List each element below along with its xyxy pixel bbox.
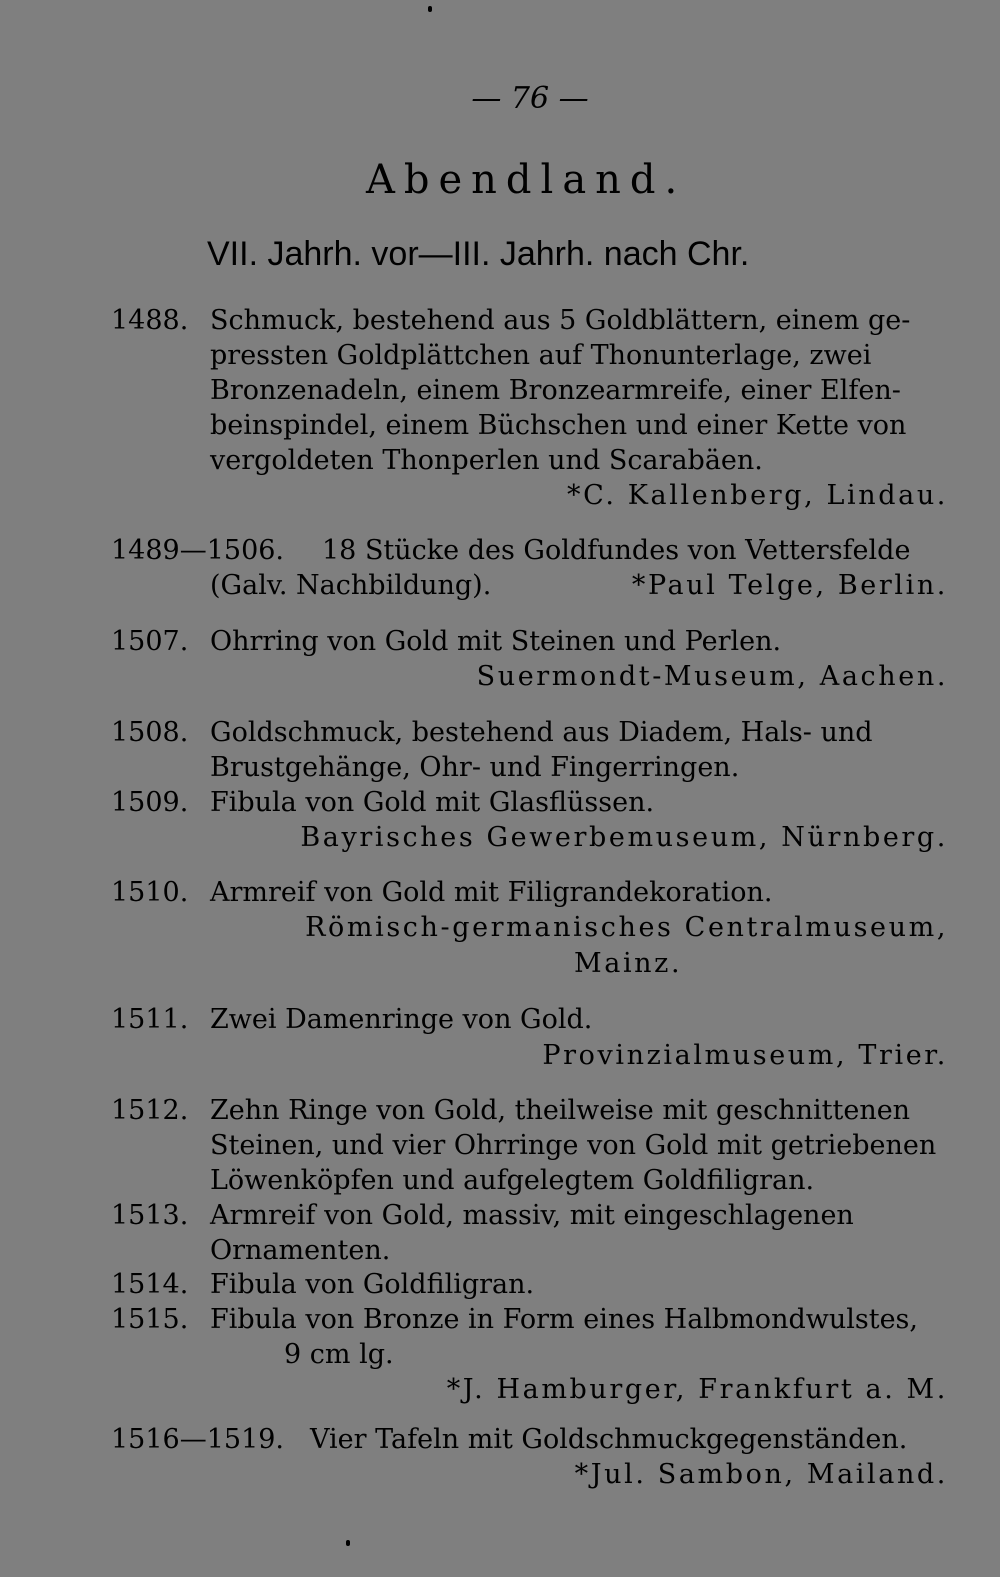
entry-number: 1514. xyxy=(111,1269,189,1300)
entry-text-line: Fibula von Goldfiligran. xyxy=(210,1269,535,1300)
entry-text-line: Brustgehänge, Ohr- und Fingerringen. xyxy=(210,752,740,783)
entry-text-line: Löwenköpfen und aufgelegtem Goldfiligran. xyxy=(210,1165,815,1196)
entry-owner: *Jul. Sambon, Mailand. xyxy=(574,1459,948,1490)
entry-number: 1513. xyxy=(111,1200,189,1231)
entry-text-line: Vier Tafeln mit Goldschmuckgegenständen. xyxy=(310,1424,908,1455)
entry-owner: *J. Hamburger, Frankfurt a. M. xyxy=(446,1374,948,1405)
entry-owner: Mainz. xyxy=(574,948,683,979)
entry-number: 1489—1506. xyxy=(111,535,285,566)
entry-text-line: Zwei Damenringe von Gold. xyxy=(210,1004,593,1035)
entry-number: 1488. xyxy=(111,305,189,336)
entry-text-line: Fibula von Bronze in Form eines Halbmondwulstes, xyxy=(210,1304,918,1335)
entry-text-line: Steinen, und vier Ohrringe von Gold mit getriebenen xyxy=(210,1130,937,1161)
entry-text-line: Zehn Ringe von Gold, theilweise mit geschnittenen xyxy=(210,1095,911,1126)
specks-top xyxy=(428,6,432,12)
entry-number: 1515. xyxy=(111,1304,189,1335)
entry-text-line: beinspindel, einem Büchschen und einer Kette von xyxy=(210,410,907,441)
entry-owner: *Paul Telge, Berlin. xyxy=(631,570,948,601)
page-title: Abendland. xyxy=(366,157,687,203)
entry-text-line: Schmuck, bestehend aus 5 Goldblättern, einem ge- xyxy=(210,305,911,336)
entry-text-line: Ohrring von Gold mit Steinen und Perlen. xyxy=(210,626,782,657)
entry-number: 1516—1519. xyxy=(111,1424,285,1455)
section-subtitle: VII. Jahrh. vor—III. Jahrh. nach Chr. xyxy=(207,235,750,273)
specks-bottom xyxy=(346,1540,350,1546)
page-number: — 76 — xyxy=(471,81,589,116)
entry-number: 1509. xyxy=(111,787,189,818)
entry-number: 1512. xyxy=(111,1095,189,1126)
entry-owner: Suermondt-Museum, Aachen. xyxy=(476,661,948,692)
entry-owner: Provinzialmuseum, Trier. xyxy=(542,1040,948,1071)
entry-owner: *C. Kallenberg, Lindau. xyxy=(567,480,948,511)
entry-text-line: Bronzenadeln, einem Bronzearmreife, einer Elfen- xyxy=(210,375,901,406)
entry-owner: Römisch-germanisches Centralmuseum, xyxy=(305,912,948,943)
entry-text-line: (Galv. Nachbildung). xyxy=(210,570,492,601)
entry-text-line: Fibula von Gold mit Glasflüssen. xyxy=(210,787,655,818)
entry-number: 1507. xyxy=(111,626,189,657)
entry-number: 1511. xyxy=(111,1004,189,1035)
entry-text-line: vergoldeten Thonperlen und Scarabäen. xyxy=(210,445,763,476)
entry-text-line: 9 cm lg. xyxy=(284,1339,394,1370)
entry-text-line: 18 Stücke des Goldfundes von Vettersfelde xyxy=(322,535,911,566)
entry-text-line: pressten Goldplättchen auf Thonunterlage, zwei xyxy=(210,340,872,371)
entry-text-line: Ornamenten. xyxy=(210,1235,391,1266)
entry-text-line: Armreif von Gold mit Filigrandekoration. xyxy=(210,877,773,908)
entry-number: 1508. xyxy=(111,717,189,748)
entry-number: 1510. xyxy=(111,877,189,908)
entry-text-line: Armreif von Gold, massiv, mit eingeschlagenen xyxy=(210,1200,854,1231)
entry-text-line: Goldschmuck, bestehend aus Diadem, Hals- und xyxy=(210,717,873,748)
entry-owner: Bayrisches Gewerbemuseum, Nürnberg. xyxy=(300,822,948,853)
